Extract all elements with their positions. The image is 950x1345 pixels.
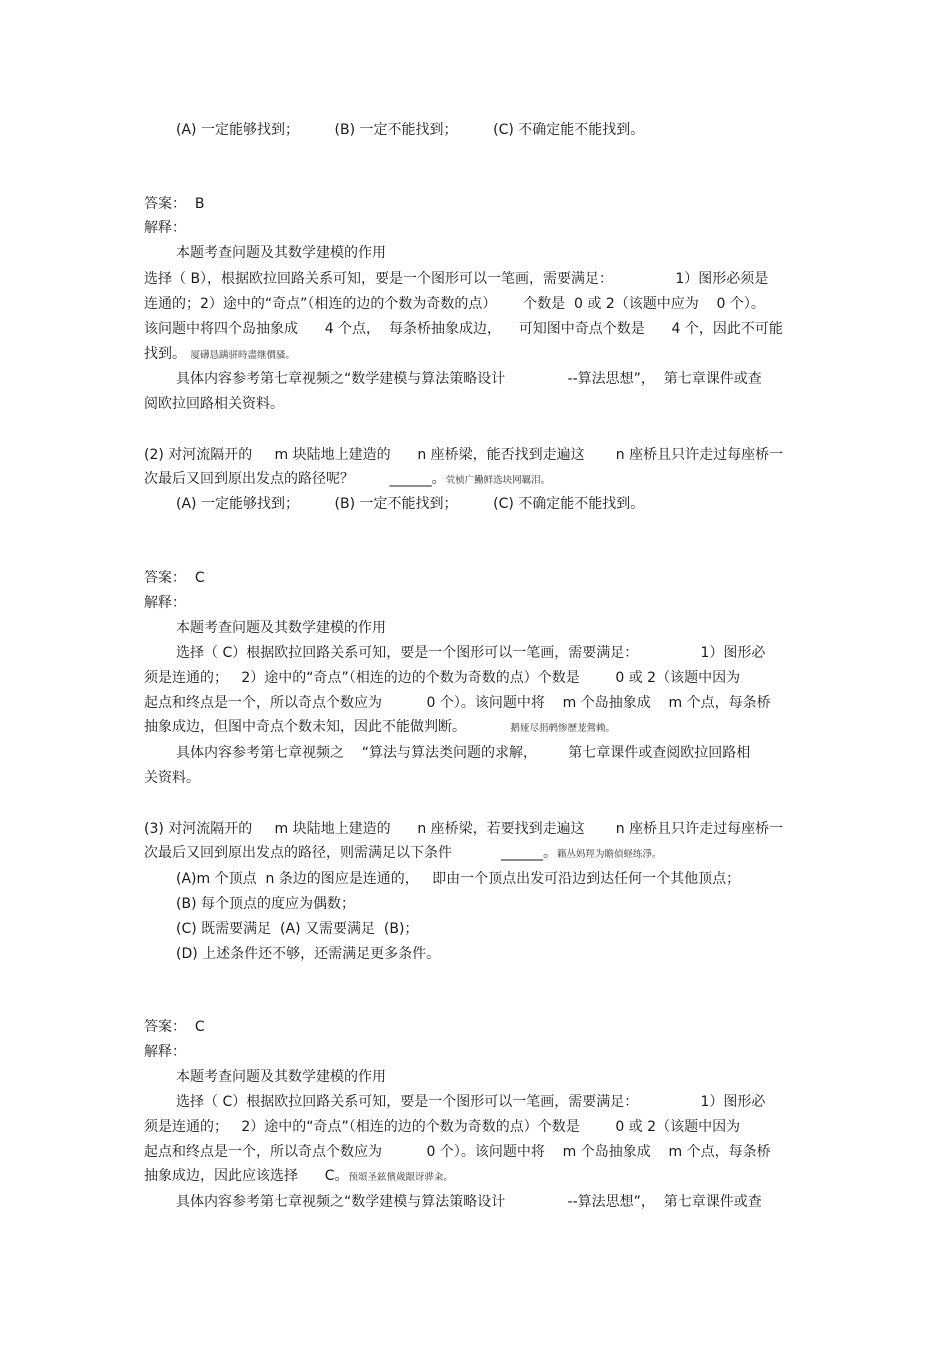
q1-answer: 答案： B: [144, 196, 205, 212]
q3-noise-text: 籟丛妈羥为瞻偵蛏练淨。: [556, 849, 662, 860]
q3-answer: 答案： C: [144, 1019, 205, 1035]
q1-explain-label: 解释：: [144, 220, 186, 236]
q2-answer: 答案： C: [144, 570, 205, 586]
q1-body-line-2: 连通的；2）途中的“奇点”（相连的边的个数为奇数的点） 个数是 0 或 2（该题中应为 0 个）。: [144, 296, 765, 312]
q1-topic: 本题考查问题及其数学建模的作用: [176, 245, 386, 261]
q2-reference-line-2: 关资料。: [144, 770, 200, 786]
q3-body-line-2: 须是连通的； 2）途中的“奇点”（相连的边的个数为奇数的点）个数是 0 或 2（该题中因为: [144, 1119, 741, 1135]
q3-reference-line-1: 具体内容参考第七章视频之“数学建模与算法策略设计 --算法思想”， 第七章课件或查: [176, 1194, 762, 1210]
q3-noise-text-2: 预頌圣鉉儐歲龈讶骅籴。: [348, 1172, 453, 1183]
q2-reference-line-1: 具体内容参考第七章视频之 “算法与算法类问题的求解， 第七章课件或查阅欧拉回路相: [176, 745, 751, 761]
q3-explain-label: 解释：: [144, 1044, 186, 1060]
q1-body-line-4: [144, 345, 295, 365]
q2-noise-text: 茕桢广鰳鲜选块网羈泪。: [445, 475, 551, 486]
q3-topic: 本题考查问题及其数学建模的作用: [176, 1069, 386, 1085]
q3-stem-line-2: [144, 844, 661, 864]
q3-option-d: (D) 上述条件还不够，还需满足更多条件。: [176, 946, 441, 962]
q2-stem-text: 次最后又回到原出发点的路径呢？ ______。: [144, 471, 446, 487]
q1-body-text: 找到。: [144, 346, 186, 362]
q1-noise-text: 厦礴恳蹒骈時盡继價骚。: [190, 350, 295, 361]
q3-stem-text: 次最后又回到原出发点的路径，则需满足以下条件 ______。: [144, 845, 557, 861]
q1-reference-line-2: 阅欧拉回路相关资料。: [144, 396, 284, 412]
q2-body-text: 抽象成边，但图中奇点个数未知，因此不能做判断。: [144, 719, 466, 735]
q2-noise-text-2: 鹅娅尽捐鹌惨歷茏鶯赖。: [510, 723, 616, 734]
q3-option-c: (C) 既需要满足 (A) 又需要满足 (B)；: [176, 921, 419, 937]
q1-body-line-3: 该问题中将四个岛抽象成 4 个点， 每条桥抽象成边， 可知图中奇点个数是 4 个，因此不可能: [144, 321, 783, 337]
q2-body-line-1: 选择（ C）根据欧拉回路关系可知，要是一个图形可以一笔画，需要满足： 1）图形必: [176, 645, 766, 661]
q2-topic: 本题考查问题及其数学建模的作用: [176, 620, 386, 636]
q2-stem-line-2: [144, 470, 550, 490]
q2-body-line-2: 须是连通的； 2）途中的“奇点”（相连的边的个数为奇数的点）个数是 0 或 2（该题中因为: [144, 670, 741, 686]
q3-body-text: 抽象成边，因此应该选择 C。: [144, 1168, 349, 1184]
q2-body-line-3: 起点和终点是一个，所以奇点个数应为 0 个）。该问题中将 m 个岛抽象成 m 个点，每条桥: [144, 695, 771, 711]
q2-explain-label: 解释：: [144, 595, 186, 611]
q2-stem-line-1: (2) 对河流隔开的 m 块陆地上建造的 n 座桥梁，能否找到走遍这 n 座桥且只许走过每座桥一: [144, 447, 784, 463]
q2-options: (A) 一定能够找到； (B) 一定不能找到； (C) 不确定能不能找到。: [176, 496, 645, 512]
q3-stem-line-1: (3) 对河流隔开的 m 块陆地上建造的 n 座桥梁，若要找到走遍这 n 座桥且只许走过每座桥一: [144, 821, 784, 837]
q3-body-line-3: 起点和终点是一个，所以奇点个数应为 0 个）。该问题中将 m 个岛抽象成 m 个点，每条桥: [144, 1144, 771, 1160]
q3-body-line-1: 选择（ C）根据欧拉回路关系可知，要是一个图形可以一笔画，需要满足： 1）图形必: [176, 1094, 766, 1110]
q3-option-b: (B) 每个顶点的度应为偶数；: [176, 896, 355, 912]
q3-body-line-4: [144, 1167, 453, 1187]
q3-option-a: (A)m 个顶点 n 条边的图应是连通的， 即由一个顶点出发可沿边到达任何一个其他顶点；: [176, 871, 741, 887]
q2-body-line-4: [144, 718, 615, 738]
q1-options: (A) 一定能够找到； (B) 一定不能找到； (C) 不确定能不能找到。: [176, 122, 645, 138]
q1-reference-line-1: 具体内容参考第七章视频之“数学建模与算法策略设计 --算法思想”， 第七章课件或查: [176, 371, 762, 387]
q1-body-line-1: 选择（ B），根据欧拉回路关系可知，要是一个图形可以一笔画，需要满足： 1）图形必须是: [144, 271, 769, 287]
